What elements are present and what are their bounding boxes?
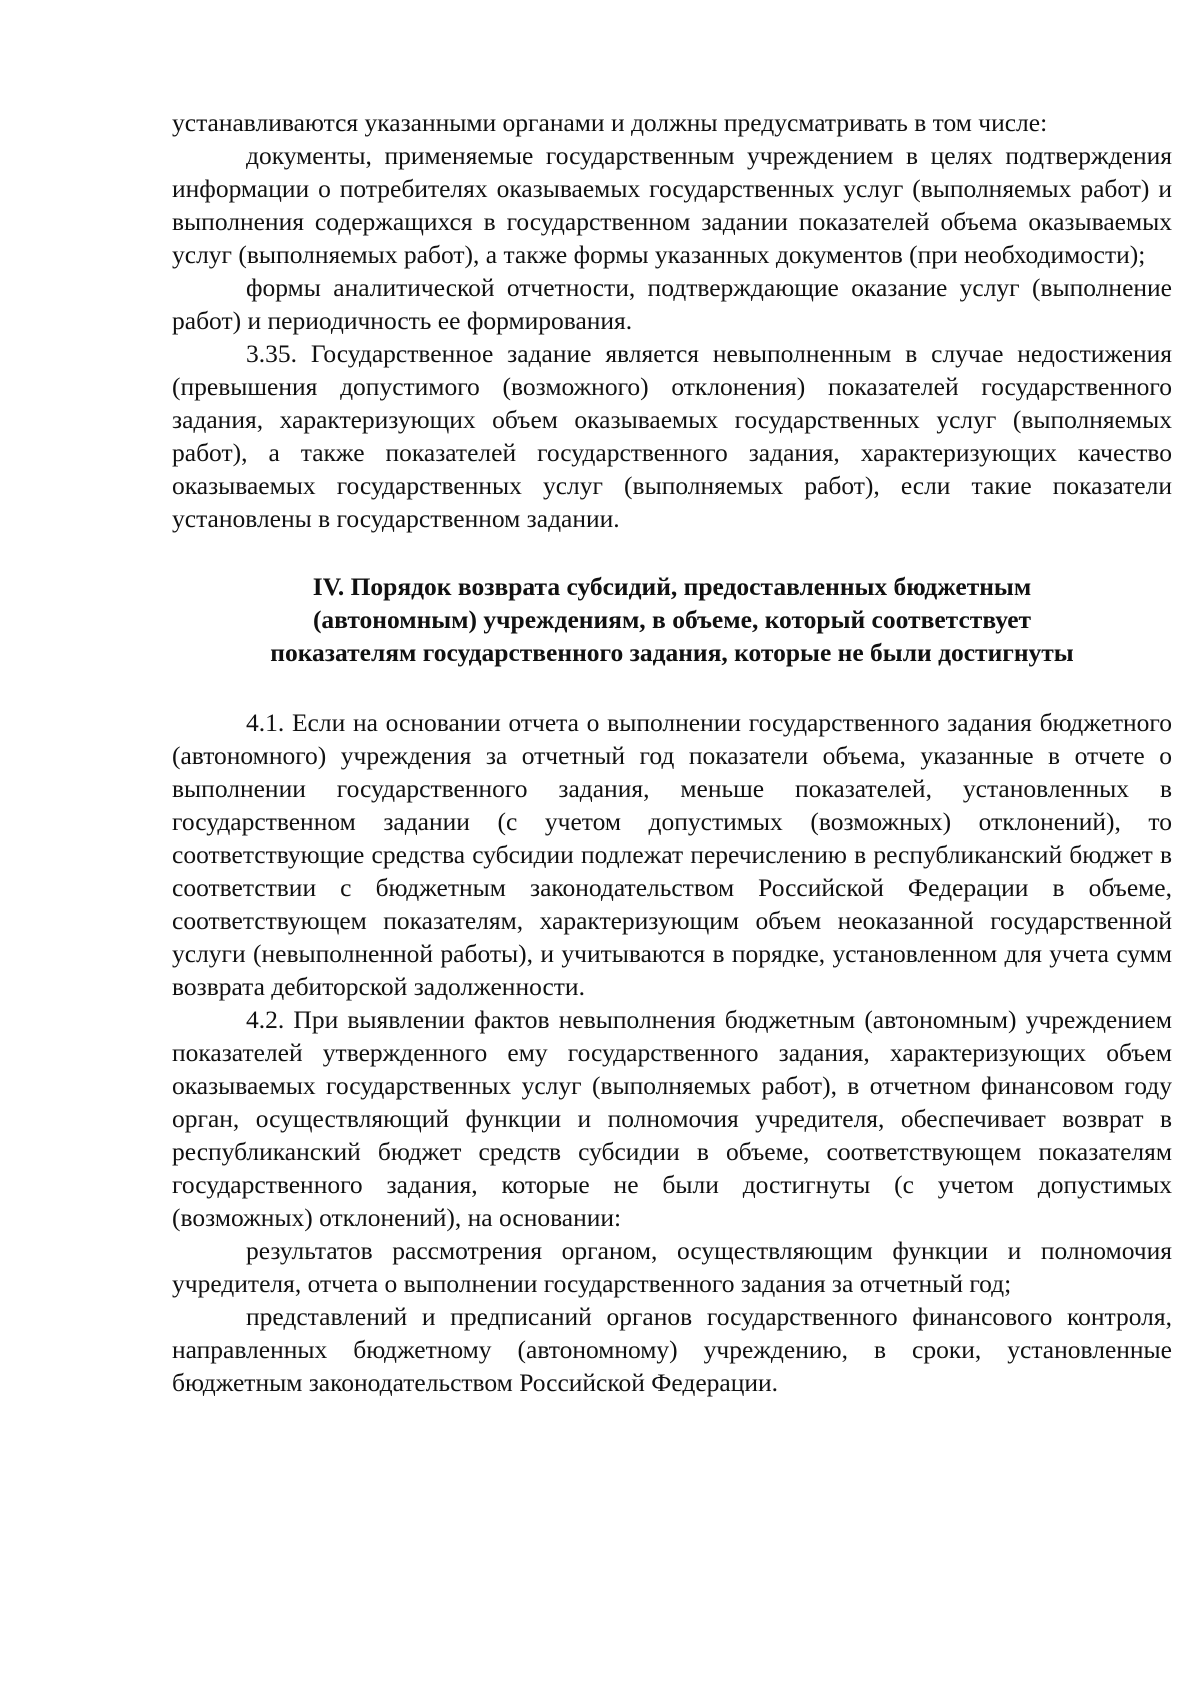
- section-heading: [172, 570, 1172, 669]
- paragraph-basis-control: представлений и предписаний органов государственного финансового контроля, направленных бюджетному (автономному) учреждению, в сроки, установленные бюджетным законодательством Российской Федерации.: [172, 1302, 1172, 1397]
- paragraph-basis-results: результатов рассмотрения органом, осуществляющим функции и полномочия учредителя, отчета о выполнении государственного задания за отчетный год;: [172, 1236, 1172, 1298]
- paragraph-4-2: 4.2. При выявлении фактов невыполнения бюджетным (автономным) учреждением показателей утвержденного ему государственного задания, характеризующих объем оказываемых государственных услуг (выполняемых работ), в отчетном финансовом году орган, осуществляющий функции и полномочия учредителя, обеспечивает возврат в республиканский бюджет средств субсидии в объеме, соответствующем показателям государственного задания, которые не были достигнуты (с учетом допустимых (возможных) отклонений), на основании:: [172, 1005, 1172, 1232]
- paragraph-4-1: 4.1. Если на основании отчета о выполнении государственного задания бюджетного (автономного) учреждения за отчетный год показатели объема, указанные в отчете о выполнении государственного задания, меньше показателей, установленных в государственном задании (с учетом допустимых (возможных) отклонений), то соответствующие средства субсидии подлежат перечислению в республиканский бюджет в соответствии с бюджетным законодательством Российской Федерации в объеме, соответствующем показателям, характеризующим объем неоказанной государственной услуги (невыполненной работы), и учитываются в порядке, установленном для учета сумм возврата дебиторской задолженности.: [172, 708, 1172, 1001]
- section-heading-line-2: (автономным) учреждениям, в объеме, который соответствует: [312, 605, 1032, 634]
- paragraph-analytic-forms: формы аналитической отчетности, подтверждающие оказание услуг (выполнение работ) и периодичность ее формирования.: [172, 273, 1172, 335]
- section-heading-line-3: показателям государственного задания, которые не были достигнуты: [270, 638, 1074, 667]
- paragraph-3-35: 3.35. Государственное задание является невыполненным в случае недостижения (превышения допустимого (возможного) отклонения) показателей государственного задания, характеризующих объем оказываемых государственных услуг (выполняемых работ), а также показателей государственного задания, характеризующих качество оказываемых государственных услуг (выполняемых работ), если такие показатели установлены в государственном задании.: [172, 339, 1172, 533]
- document-page: [172, 106, 1172, 1399]
- section-heading-line-1: IV. Порядок возврата субсидий, предоставленных бюджетным: [312, 572, 1032, 601]
- paragraph-documents: документы, применяемые государственным учреждением в целях подтверждения информации о потребителях оказываемых государственных услуг (выполняемых работ) и выполнения содержащихся в государственном задании показателей объема оказываемых услуг (выполняемых работ), а также формы указанных документов (при необходимости);: [172, 141, 1172, 269]
- paragraph-intro-continuation: устанавливаются указанными органами и должны предусматривать в том числе:: [172, 108, 1048, 137]
